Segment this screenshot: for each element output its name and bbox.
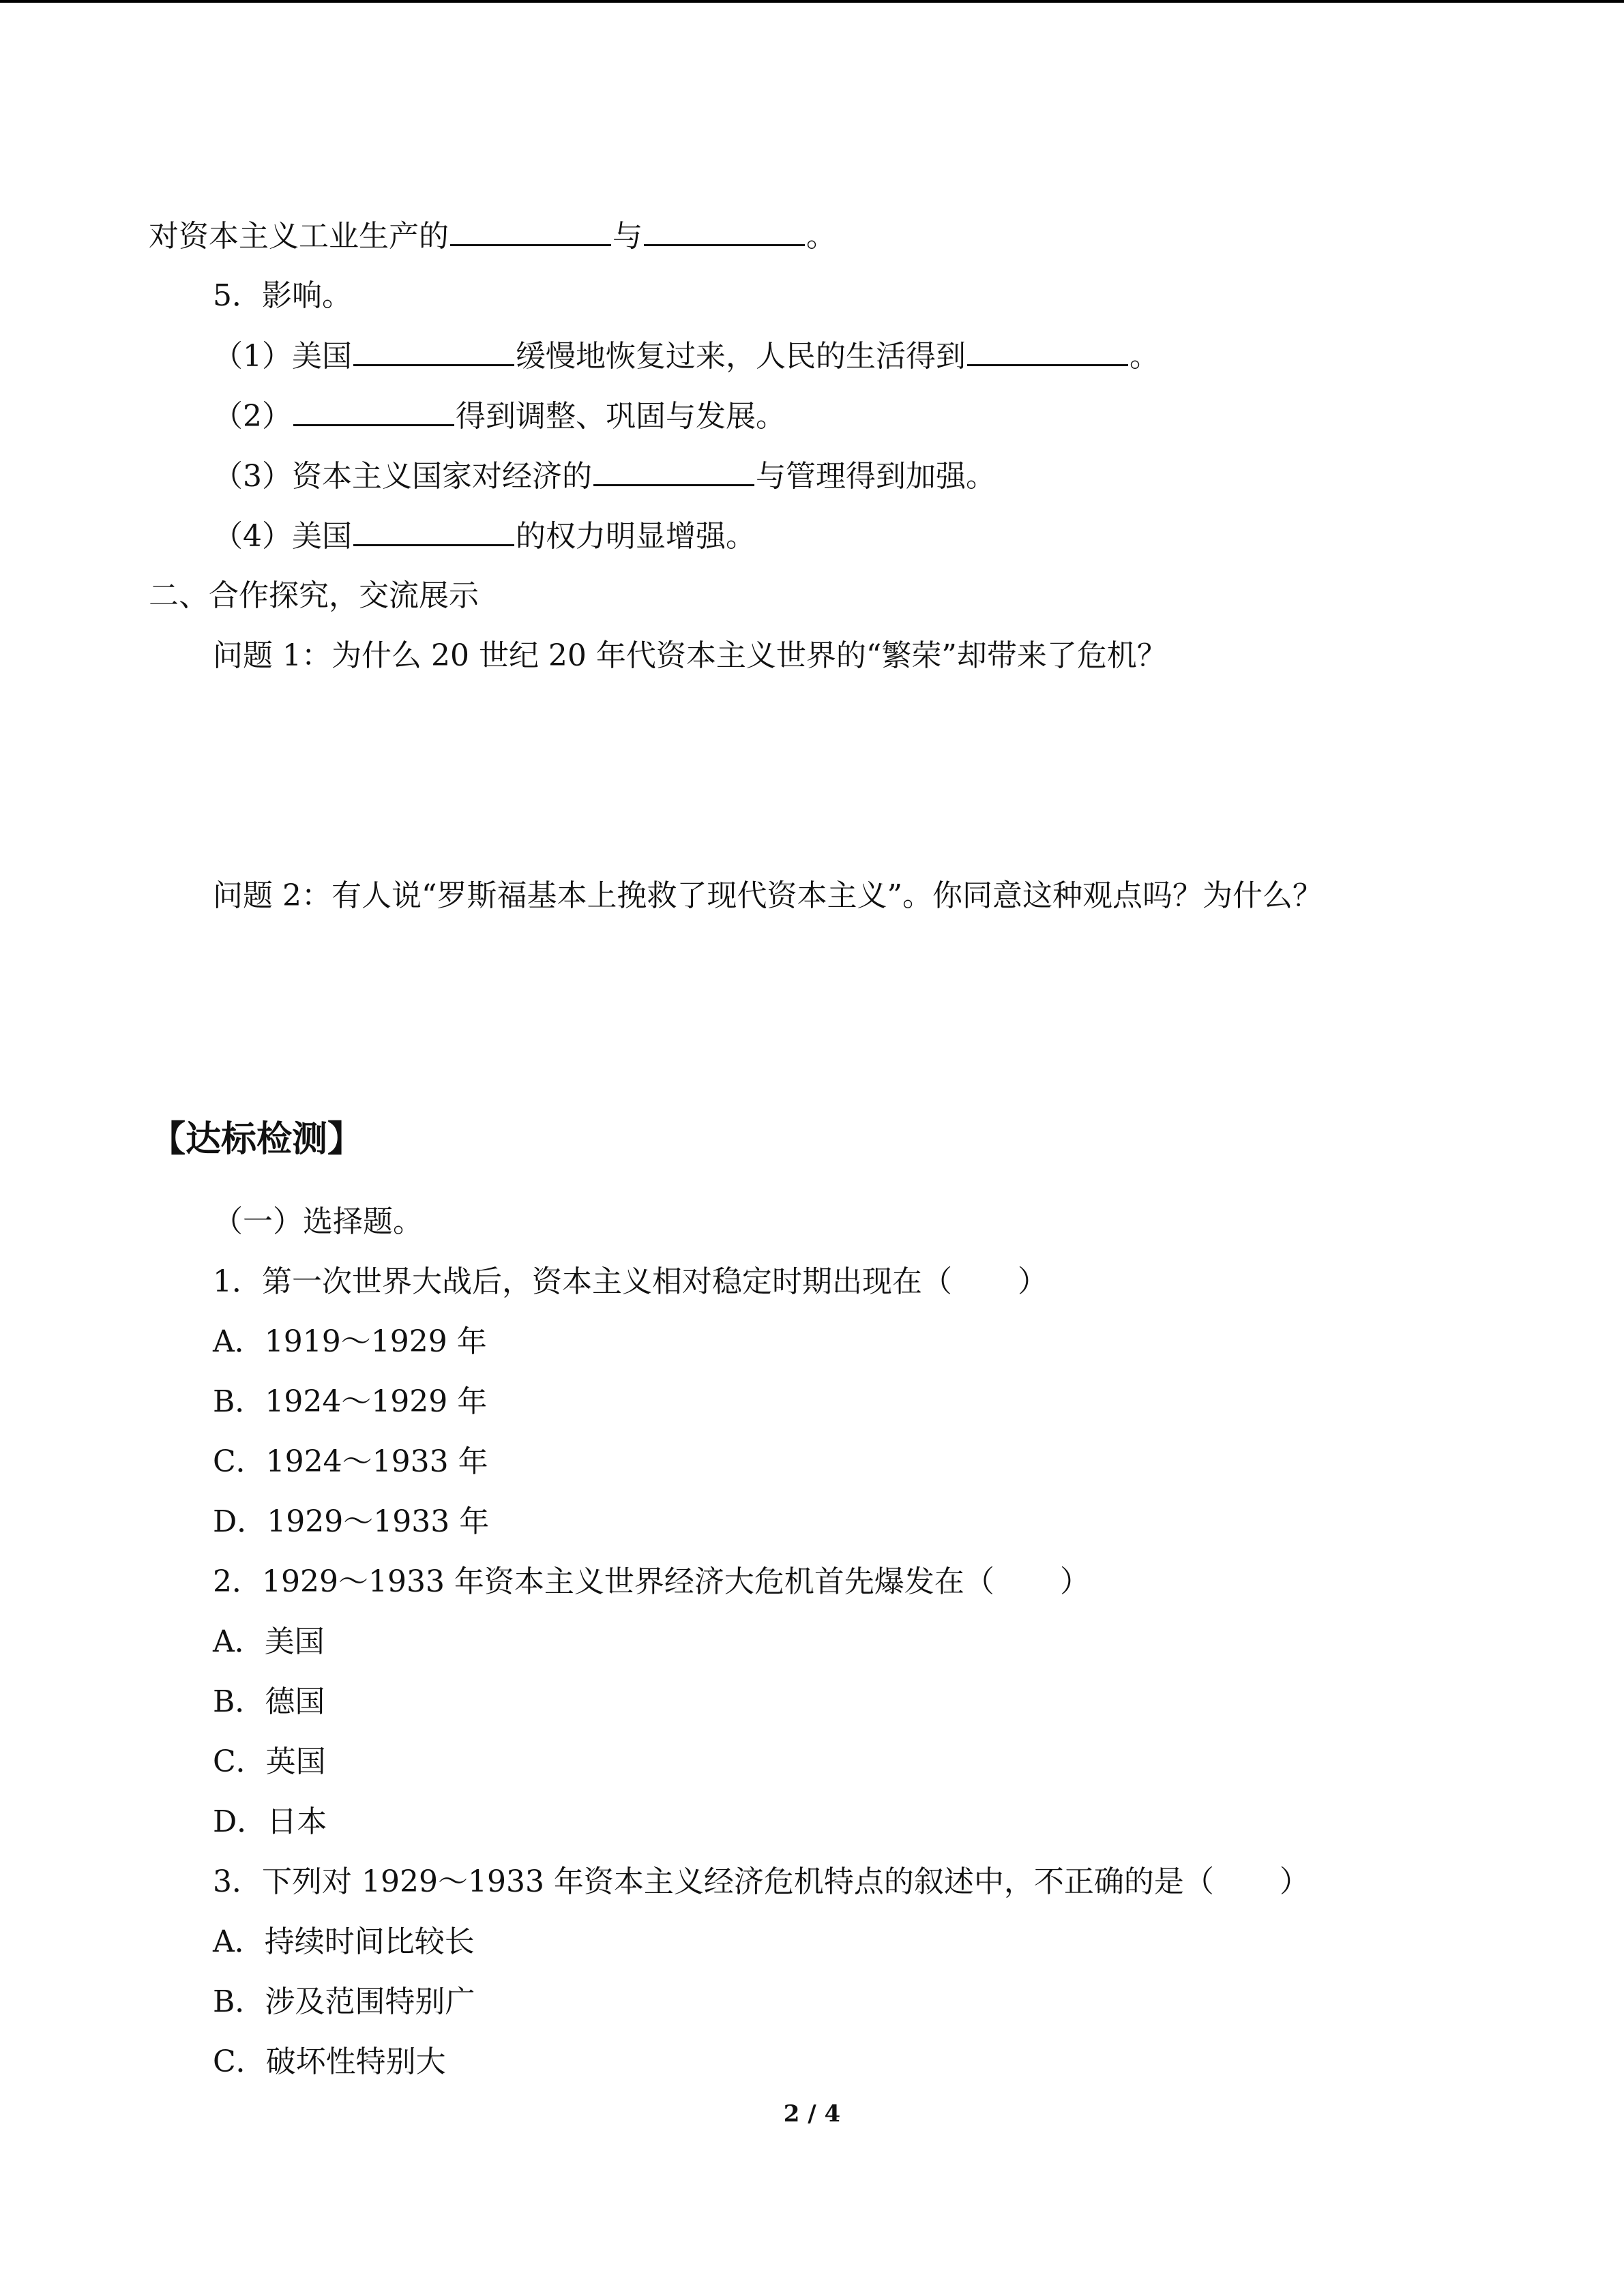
fill-text: （3）资本主义国家对经济的 <box>213 459 592 494</box>
item-5-heading: 5．影响。 <box>213 278 352 313</box>
question-stem <box>213 1862 1310 1903</box>
fill-text: 。 <box>806 219 836 254</box>
page-number: 2 / 4 <box>783 2100 841 2128</box>
choice-subheading: （一）选择题。 <box>213 1204 423 1239</box>
fill-line-1 <box>149 215 836 257</box>
option: B．德国 <box>213 1684 325 1719</box>
question-stem <box>213 1262 1048 1302</box>
fill-text: （1）美国 <box>213 339 352 374</box>
stem-text: 3．下列对 1929～1933 年资本主义经济危机特点的叙述中，不正确的是（ <box>213 1864 1214 1899</box>
answer-blank[interactable] <box>353 516 514 546</box>
fill-text: 。 <box>1130 339 1160 374</box>
option: D．日本 <box>213 1804 327 1839</box>
question-stem <box>213 1562 1090 1602</box>
fill-text: 得到调整、巩固与发展。 <box>456 399 786 434</box>
top-border <box>0 0 1624 3</box>
option: C．1924～1933 年 <box>213 1444 488 1479</box>
fill-item-4 <box>213 516 756 557</box>
option: B．1924～1929 年 <box>213 1384 488 1419</box>
stem-close: ） <box>1059 1564 1090 1599</box>
fill-text: 与 <box>612 219 643 254</box>
answer-blank[interactable] <box>967 336 1128 366</box>
test-heading: 【达标检测】 <box>150 1119 364 1160</box>
stem-text: 1．第一次世界大战后，资本主义相对稳定时期出现在（ <box>213 1264 952 1299</box>
answer-blank[interactable] <box>450 215 611 246</box>
fill-item-3 <box>213 456 996 497</box>
fill-text: （4）美国 <box>213 519 352 554</box>
fill-text: 与管理得到加强。 <box>756 459 996 494</box>
stem-close: ） <box>1279 1864 1310 1899</box>
fill-text: （2） <box>213 399 292 434</box>
answer-blank[interactable] <box>593 456 754 486</box>
option: C．破坏性特别大 <box>213 2044 446 2079</box>
answer-blank[interactable] <box>293 396 454 426</box>
question-1: 问题 1：为什么 20 世纪 20 年代资本主义世界的“繁荣”却带来了危机？ <box>213 638 1167 673</box>
option: C．英国 <box>213 1744 326 1779</box>
stem-close: ） <box>1018 1264 1048 1299</box>
fill-text: 缓慢地恢复过来，人民的生活得到 <box>516 339 966 374</box>
answer-blank[interactable] <box>353 336 514 366</box>
question-2: 问题 2：有人说“罗斯福基本上挽救了现代资本主义”。你同意这种观点吗？为什么？ <box>213 878 1323 913</box>
section-2-title: 二、合作探究，交流展示 <box>149 578 479 613</box>
stem-text: 2．1929～1933 年资本主义世界经济大危机首先爆发在（ <box>213 1564 994 1599</box>
answer-blank[interactable] <box>644 215 805 246</box>
fill-text: 的权力明显增强。 <box>516 519 756 554</box>
option: D．1929～1933 年 <box>213 1504 490 1539</box>
option: A．1919～1929 年 <box>213 1324 487 1359</box>
option: B．涉及范围特别广 <box>213 1984 475 2019</box>
fill-text: 对资本主义工业生产的 <box>149 219 449 254</box>
fill-item-2 <box>213 396 786 437</box>
option: A．持续时间比较长 <box>213 1924 475 1959</box>
option: A．美国 <box>213 1624 325 1659</box>
fill-item-1 <box>213 336 1160 377</box>
